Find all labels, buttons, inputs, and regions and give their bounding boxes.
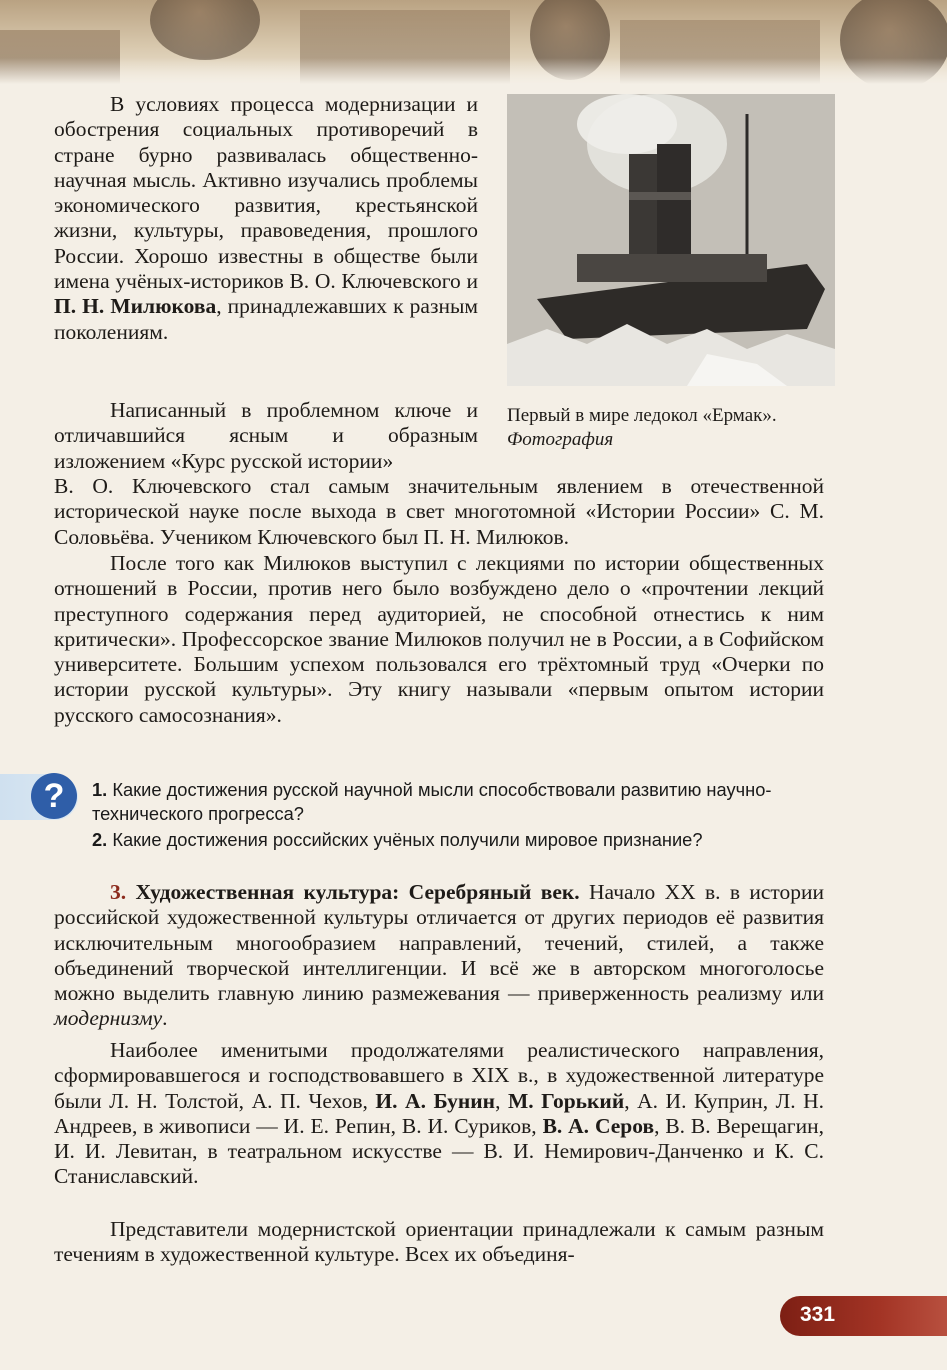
paragraph-scientific-thought [54, 92, 478, 345]
page-number: 331 [800, 1303, 836, 1326]
question-number: 2. [92, 829, 108, 850]
question-text: Какие достижения российских учёных получили мировое признание? [112, 829, 703, 850]
paragraph-text: В условиях процесса модернизации и обострения социальных противоречий в стране бурно развивалась общественно-научная мысль. Активно изучались проблемы экономического развития, крестьянской жизни, культуры, правоведения, прошлого России. Хорошо известны в обществе были имена учёных-историков В. О. Ключевского и [54, 92, 478, 294]
paragraph-klyuchevsky-course [54, 398, 478, 474]
bold-name: В. А. Серов [542, 1113, 655, 1138]
paragraph-text: Наиболее именитыми продолжателями реалистического направления, сформировавшегося и господствовавшего в XIX в., в художественной литературе были Л. Н. Толстой, А. П. Чехов, [54, 1038, 824, 1113]
paragraph-text: , В. В. Верещагин, И. И. Левитан, в театральном искусстве — В. И. Немирович-Данченко и К. С. Станиславский. [54, 1113, 824, 1189]
paragraph-milyukov [54, 551, 824, 728]
caption-text: Первый в мире ледокол «Ермак». [507, 405, 777, 426]
paragraph-text: В. О. Ключевского стал самым значительным явлением в отечественной исторической науке после выхода в свет многотомной «Истории России» С. М. Соловьёва. Учеником Ключевского был П. Н. Милюков. [54, 474, 824, 549]
paragraph-text: . [162, 1006, 168, 1031]
paragraph-klyuchevsky-continued [54, 474, 824, 550]
section-title: Художественная культура: Серебряный век. [135, 880, 580, 904]
section-3-silver-age [54, 880, 824, 1032]
caption-credit: Фотография [507, 429, 614, 450]
question-2 [92, 828, 832, 852]
paragraph-text: , А. И. Куприн, Л. Н. Андреев, в живописи — И. Е. Репин, В. И. Суриков, [54, 1088, 825, 1138]
paragraph-text: Начало XX в. в истории российской художественной культуры отличается от других периодов её развития исключительным многообразием направлений, течений, стилей, а также объединений творческой интеллигенции. И всё же в авторском многоголосье можно выделить главную линию размежевания — приверженность реализму или [54, 880, 825, 1006]
question-text: Какие достижения русской научной мысли способствовали развитию научно-технического прогресса? [92, 779, 772, 824]
paragraph-realists [54, 1038, 824, 1190]
question-number: 1. [92, 779, 108, 800]
question-mark-icon: ? [31, 773, 77, 819]
paragraph-modernists [54, 1217, 824, 1268]
paragraph-text: Представители модернистской ориентации принадлежали к самым разным течениям в художественной культуре. Всех их объединя- [54, 1217, 824, 1267]
header-decorative-band [0, 0, 947, 84]
bold-name: П. Н. Милюкова [54, 294, 217, 319]
italic-term: модернизму [54, 1006, 163, 1031]
question-1 [92, 778, 822, 826]
header-portrait-medallion [150, 0, 260, 60]
photo-caption [507, 404, 847, 452]
icebreaker-ermak-photo [507, 94, 835, 386]
paragraph-text: , [495, 1088, 508, 1113]
icebreaker-ship-image [507, 94, 835, 386]
paragraph-text: Написанный в проблемном ключе и отличавшийся ясным и образным изложением «Курс русской истории» [54, 398, 478, 473]
section-number: 3. [110, 880, 127, 904]
section-heading [110, 880, 580, 904]
bold-name: И. А. Бунин [375, 1088, 496, 1113]
paragraph-text: После того как Милюков выступил с лекциями по истории общественных отношений в России, против него было возбуждено дело о «прочтении лекций преступного содержания перед аудиторией, не способной отнестись к ним критически». Профессорское звание Милюков получил не в России, а в Софийском университете. Большим успехом пользовался его трёхтомный труд «Очерки по истории русской культуры». Эту книгу называли «первым опытом истории русского самосознания». [54, 551, 824, 727]
header-fade [0, 58, 947, 84]
paragraph-text: , принадлежавших к разным поколениям. [54, 294, 478, 344]
bold-name: М. Горький [507, 1088, 625, 1113]
